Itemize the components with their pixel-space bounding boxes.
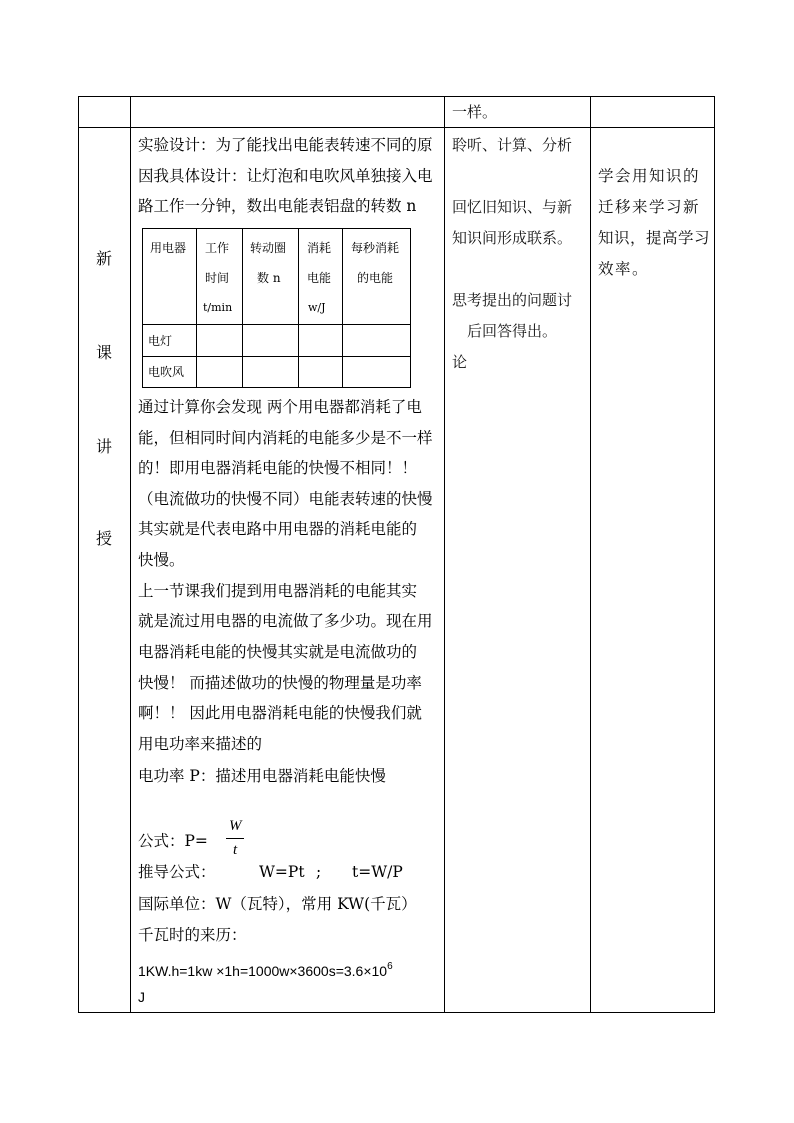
inner-table-border-left: [142, 228, 143, 388]
header-revolutions: 转动圈: [250, 241, 287, 255]
design-line: 因我具体设计：让灯泡和电吹风单独接入电: [138, 167, 433, 185]
body-line: 快慢！ 而描述做功的快慢的物理量是功率: [138, 674, 422, 692]
design-line: 实验设计：为了能找出电能表转速不同的原: [138, 136, 433, 154]
header-energy: 消耗: [307, 241, 332, 255]
inner-table-border-top: [142, 228, 410, 229]
inner-table-row-divider: [142, 324, 410, 325]
kwh-equation-text: 1KW.h=1kw ×1h=1000w×3600s=3.6×10: [138, 963, 388, 979]
derive-formula-2: t=W/P: [352, 863, 403, 881]
kwh-equation: [138, 962, 393, 983]
header-work-time: 工作: [205, 241, 230, 255]
body-line: 用电功率来描述的: [138, 735, 263, 753]
section-label-char: 新: [96, 249, 113, 268]
inner-table-col-divider: [196, 228, 197, 388]
header-energy-per-second: 的电能: [357, 271, 394, 285]
header-work-time: 时间: [205, 271, 230, 285]
section-label-char: 讲: [96, 437, 113, 456]
header-appliance: 用电器: [150, 241, 187, 255]
inner-table-row-divider: [142, 356, 410, 357]
header-revolutions: 数 n: [257, 271, 281, 285]
table-border-bottom: [78, 1012, 715, 1013]
body-line: 啊！！ 因此用电器消耗电能的快慢我们就: [138, 704, 422, 722]
body-line: 电器消耗电能的快慢其实就是电流做功的: [138, 643, 418, 661]
derive-separator: ;: [316, 863, 322, 881]
section-label-char: 课: [96, 343, 113, 362]
student-line: 后回答得出。: [467, 322, 558, 340]
table-border-top: [78, 96, 715, 97]
formula-denominator: t: [233, 842, 238, 858]
body-line: 的！即用电器消耗电能的快慢不相同！！: [138, 459, 418, 477]
intent-line: 迁移来学习新: [598, 198, 701, 216]
body-line: 快慢。: [138, 551, 185, 569]
table-col-divider-3: [590, 96, 591, 1013]
kwh-exponent: 6: [387, 961, 393, 972]
section-label-char: 授: [96, 529, 113, 548]
header-energy: 电能: [307, 271, 332, 285]
row-label-lamp: 电灯: [148, 334, 173, 348]
table-row-divider: [78, 127, 715, 128]
inner-table-col-divider: [298, 228, 299, 388]
inner-table-border-bottom: [142, 387, 410, 388]
intent-line: 知识，提高学习: [598, 229, 711, 247]
design-line: 路工作一分钟，数出电能表铝盘的转数 n: [138, 197, 417, 215]
derive-formula-1: W=Pt: [259, 863, 305, 881]
fraction-bar: [226, 838, 244, 839]
body-line: 其实就是代表电路中用电器的消耗电能的: [138, 520, 418, 538]
inner-table-col-divider: [242, 228, 243, 388]
table-border-right: [714, 96, 715, 1013]
si-unit-line: 国际单位：W（瓦特），常用 KW(千瓦）: [138, 895, 417, 913]
body-line: 上一节课我们提到用电器消耗的电能其实: [138, 582, 418, 600]
student-line: 思考提出的问题讨: [452, 291, 573, 309]
student-line: 回忆旧知识、与新: [452, 198, 573, 216]
intent-line: 效率。: [598, 260, 650, 278]
student-line: 论: [452, 353, 468, 371]
formula-numerator: W: [229, 818, 242, 834]
student-line: 知识间形成联系。: [452, 229, 573, 247]
inner-table-col-divider: [342, 228, 343, 388]
header-energy: w/J: [308, 301, 326, 314]
table-col-divider-1: [130, 96, 131, 1013]
kwh-title: 千瓦时的来历：: [138, 926, 247, 944]
power-definition: 电功率 P：描述用电器消耗电能快慢: [138, 767, 386, 785]
inner-table-border-right: [410, 228, 411, 388]
table-border-left: [78, 96, 79, 1013]
body-line: （电流做功的快慢不同）电能表转速的快慢: [138, 490, 433, 508]
derive-label: 推导公式：: [138, 863, 216, 881]
row-label-hairdryer: 电吹风: [148, 365, 185, 379]
student-line: 聆听、计算、分析: [452, 136, 573, 154]
kwh-unit: J: [138, 989, 145, 1005]
table-col-divider-2: [444, 96, 445, 1013]
body-line: 就是流过用电器的电流做了多少功。现在用: [138, 612, 433, 630]
intent-line: 学会用知识的: [598, 167, 701, 185]
formula-label: 公式：P=: [138, 832, 208, 850]
header-work-time: t/min: [203, 301, 233, 314]
header-energy-per-second: 每秒消耗: [351, 241, 400, 255]
body-line: 能，但相同时间内消耗的电能多少是不一样: [138, 429, 433, 447]
body-line: 通过计算你会发现 两个用电器都消耗了电: [138, 398, 422, 416]
activity-continuation: 一样。: [452, 103, 498, 121]
